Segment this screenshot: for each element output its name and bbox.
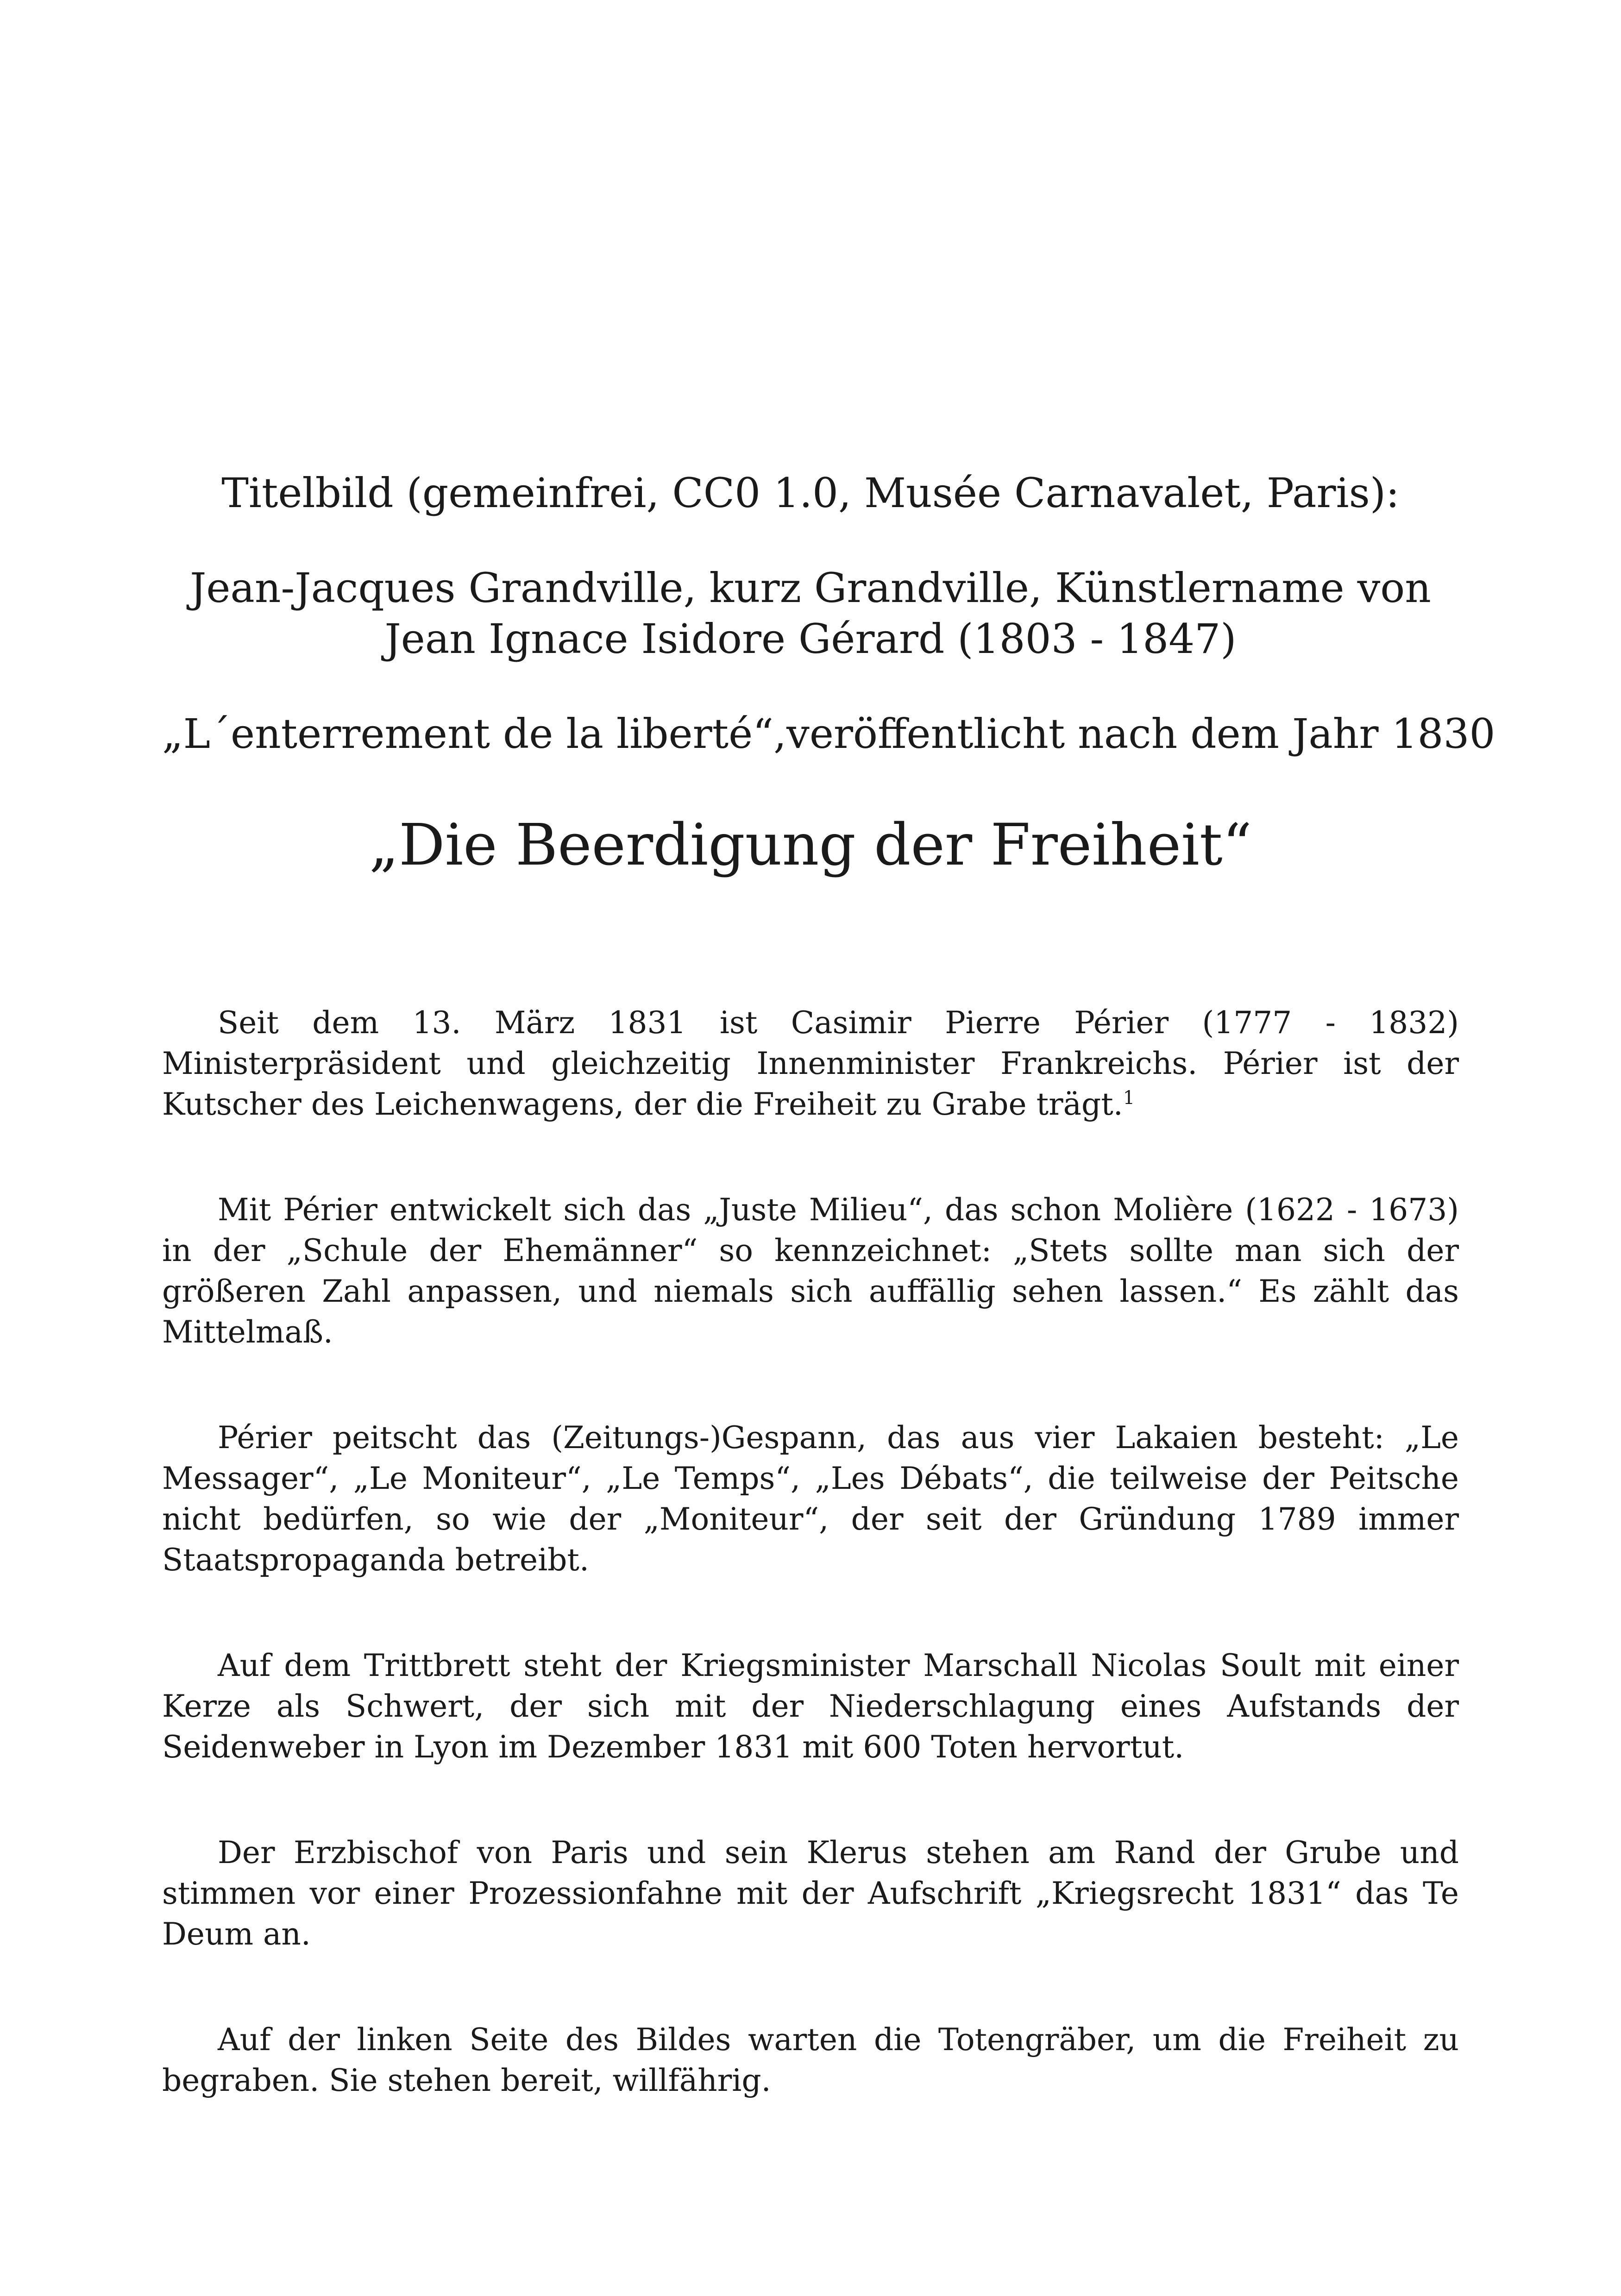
paragraph-text: Seit dem 13. März 1831 ist Casimir Pierre Périer (1777 - 1832) Ministerpräsident und gleichzeitig Innenminister Frankreichs. Périer ist der Kutscher des Leichenwagens, der die Freiheit zu Grabe trägt.: [162, 1005, 1459, 1122]
artist-info: [162, 563, 1459, 665]
footnote-marker[interactable]: 1: [1123, 1087, 1135, 1109]
paragraph: Mit Périer entwickelt sich das „Juste Milieu“, das schon Molière (1622 - 1673) in der „Schule der Ehemänner“ so kennzeichnet: „Stets sollte man sich der größeren Zahl anpassen, und niemals sich auffällig sehen lassen.“ Es zählt das Mittelmaß.: [162, 1192, 1459, 1350]
image-credit: Titelbild (gemeinfrei, CC0 1.0, Musée Carnavalet, Paris):: [221, 469, 1400, 517]
paragraph: Der Erzbischof von Paris und sein Klerus stehen am Rand der Grube und stimmen vor einer Prozessionfahne mit der Aufschrift „Kriegsrecht 1831“ das Te Deum an.: [162, 1835, 1459, 1952]
artist-line-2: Jean Ignace Isidore Gérard (1803 - 1847): [384, 615, 1237, 663]
artist-line-1: Jean-Jacques Grandville, kurz Grandville, Künstlername von: [190, 564, 1431, 612]
paragraph: Auf dem Trittbrett steht der Kriegsminister Marschall Nicolas Soult mit einer Kerze als Schwert, der sich mit der Niederschlagung eines Aufstands der Seidenweber in Lyon im Dezember 1831 mit 600 Toten hervortut.: [162, 1648, 1459, 1765]
page-title: „Die Beerdigung der Freiheit“: [369, 812, 1252, 878]
original-title: „L´enterrement de la liberté“,veröffentlicht nach dem Jahr 1830: [162, 710, 1495, 758]
body-text: [162, 1003, 1459, 2166]
paragraph: [162, 1003, 1459, 1125]
paragraph: Périer peitscht das (Zeitungs-)Gespann, das aus vier Lakaien besteht: „Le Messager“, „Le Moniteur“, „Le Temps“, „Les Débats“, die teilweise der Peitsche nicht bedürfen, so wie der „Moniteur“, der seit der Gründung 1789 immer Staatspropaganda betreibt.: [162, 1420, 1459, 1578]
paragraph: Auf der linken Seite des Bildes warten die Totengräber, um die Freiheit zu begraben. Sie stehen bereit, willfährig.: [162, 2022, 1459, 2098]
